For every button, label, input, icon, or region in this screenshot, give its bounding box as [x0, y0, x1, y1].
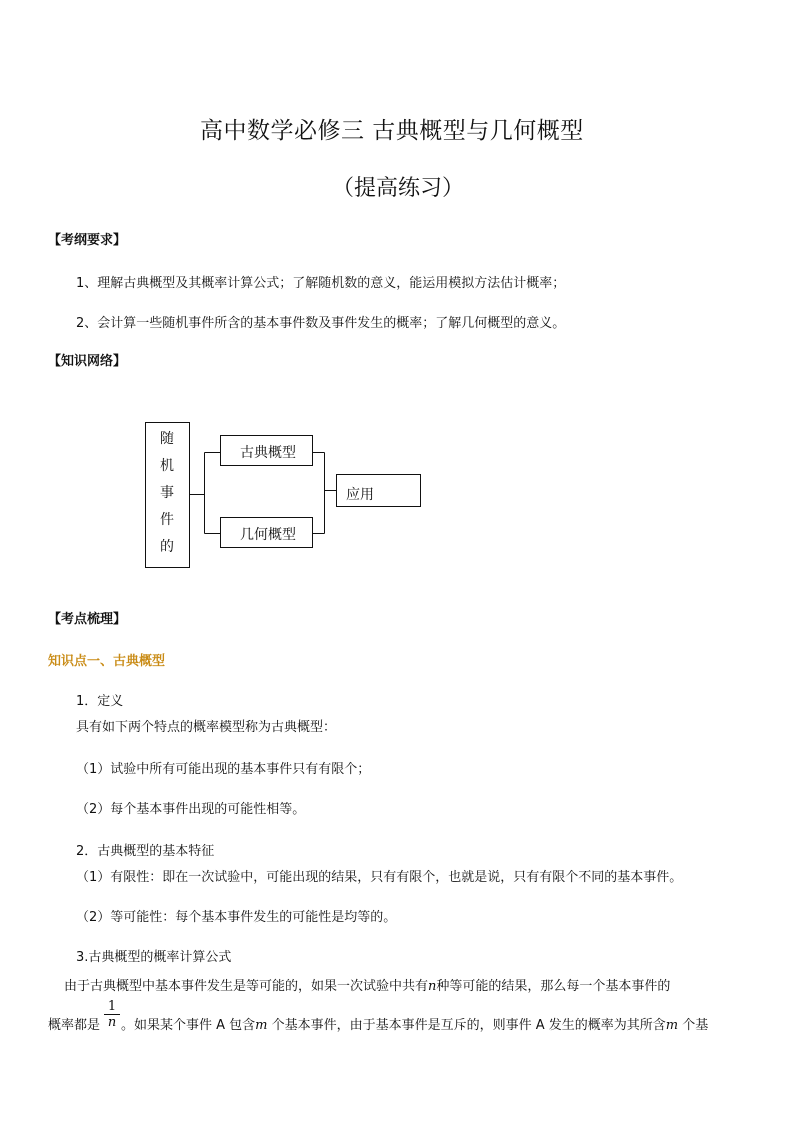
formula-paragraph-line-2-start: 概率都是	[48, 1018, 101, 1033]
definition-item-2: （2）每个基本事件出现的可能性相等。	[76, 802, 306, 817]
text-run: 个基本事件，由于基本事件是互斥的，则事件 A 发生的概率为其所含	[267, 1018, 666, 1033]
formula-heading: 3.古典概型的概率计算公式	[76, 950, 232, 965]
features-item-1: （1）有限性：即在一次试验中，可能出现的结果，只有有限个，也就是说，只有有限个不同的基本事件。	[76, 870, 683, 885]
requirement-item-2: 2、会计算一些随机事件所含的基本事件数及事件发生的概率；了解几何概型的意义。	[76, 316, 566, 331]
knowledge-point-heading: 知识点一、古典概型	[48, 654, 166, 669]
diagram-root-char: 的	[160, 539, 174, 555]
definition-item-1: （1）试验中所有可能出现的基本事件只有有限个；	[76, 762, 371, 777]
diagram-root-char: 事	[160, 485, 174, 501]
features-heading: 2．古典概型的基本特征	[76, 844, 215, 859]
text-run: 。如果某个事件 A 包含	[121, 1018, 256, 1033]
fraction-numerator: 1	[104, 999, 120, 1015]
variable-m: m	[255, 1018, 268, 1033]
section-heading-network: 【知识网络】	[48, 354, 127, 369]
requirement-item-1: 1、理解古典概型及其概率计算公式；了解随机数的意义，能运用模拟方法估计概率；	[76, 276, 566, 291]
features-item-2: （2）等可能性：每个基本事件发生的可能性是均等的。	[76, 910, 397, 925]
section-heading-requirements: 【考纲要求】	[48, 233, 127, 248]
fraction-one-over-n	[104, 999, 120, 1030]
formula-paragraph-line-2-rest	[121, 1014, 708, 1033]
diagram-root-char: 随	[160, 431, 174, 447]
fraction-denominator: n	[107, 1015, 117, 1030]
variable-n: n	[428, 979, 437, 994]
text-run: 种等可能的结果，那么每一个基本事件的	[436, 979, 671, 994]
text-run: 个基	[678, 1018, 709, 1033]
diagram-root-char: 机	[160, 458, 174, 474]
diagram-classical-label: 古典概型	[240, 445, 296, 461]
definition-heading: 1．定义	[76, 694, 124, 709]
section-heading-points: 【考点梳理】	[48, 612, 127, 627]
diagram-geometric-label: 几何概型	[240, 527, 296, 543]
variable-m: m	[665, 1018, 679, 1033]
page-title: 高中数学必修三 古典概型与几何概型	[200, 118, 584, 144]
diagram-root-char: 件	[160, 512, 174, 528]
formula-paragraph-line-1	[64, 975, 670, 994]
text-run: 由于古典概型中基本事件发生是等可能的，如果一次试验中共有	[64, 979, 429, 994]
diagram-application-label: 应用	[346, 487, 374, 503]
definition-intro: 具有如下两个特点的概率模型称为古典概型：	[76, 720, 337, 735]
page-subtitle: （提高练习）	[332, 176, 465, 201]
